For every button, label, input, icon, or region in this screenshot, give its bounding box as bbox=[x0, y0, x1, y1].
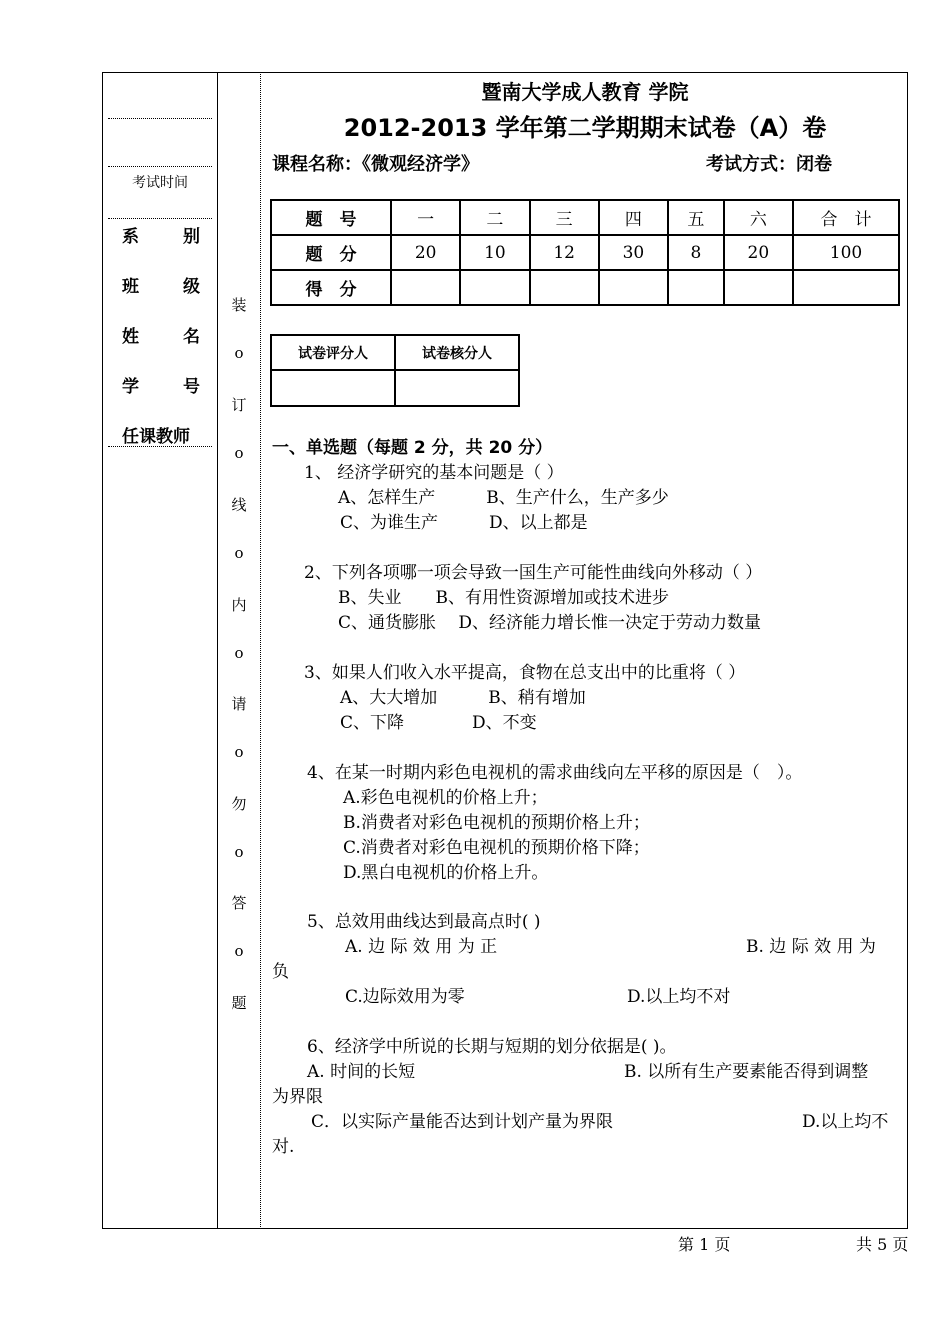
seal-char: 勿 bbox=[231, 795, 247, 813]
option-d: D.以上均不 bbox=[802, 1112, 889, 1132]
seal-char: o bbox=[234, 942, 244, 960]
option-line: D.黑白电视机的价格上升。 bbox=[343, 863, 549, 883]
table-row bbox=[271, 370, 519, 406]
option-c: C.边际效用为零 bbox=[345, 987, 465, 1007]
option-b: B. 以所有生产要素能否得到调整 bbox=[624, 1062, 869, 1082]
score-cell[interactable] bbox=[391, 270, 460, 305]
binding-column-divider bbox=[217, 72, 218, 1229]
question-stem: 3、如果人们收入水平提高，食物在总支出中的比重将（ ） bbox=[304, 663, 746, 683]
option-b: B. 边 际 效 用 为 bbox=[746, 937, 876, 957]
grader-cell[interactable] bbox=[271, 370, 395, 406]
option-a: A. 时间的长短 bbox=[307, 1062, 416, 1082]
seal-char: o bbox=[234, 743, 244, 761]
field-student-id: 学 号 bbox=[122, 377, 200, 397]
option-line: A、怎样生产 B、生产什么，生产多少 bbox=[338, 488, 669, 508]
points-cell: 20 bbox=[724, 235, 793, 270]
row-label: 题 号 bbox=[271, 200, 391, 235]
seal-char: 内 bbox=[231, 596, 247, 614]
sidebar-divider bbox=[108, 166, 212, 167]
seal-char: o bbox=[234, 843, 244, 861]
exam-time-label: 考试时间 bbox=[132, 175, 188, 191]
seal-char: o bbox=[234, 344, 244, 362]
table-row bbox=[271, 200, 899, 235]
score-cell[interactable] bbox=[668, 270, 724, 305]
question-number: 四 bbox=[599, 200, 668, 235]
question-number: 二 bbox=[460, 200, 529, 235]
seal-char: 装 bbox=[231, 296, 247, 314]
points-cell: 10 bbox=[460, 235, 529, 270]
option-b-wrap: 为界限 bbox=[272, 1087, 323, 1107]
points-cell: 8 bbox=[668, 235, 724, 270]
question-number: 五 bbox=[668, 200, 724, 235]
question-stem: 6、经济学中所说的长期与短期的划分依据是( )。 bbox=[307, 1037, 677, 1057]
option-a: A. 边 际 效 用 为 正 bbox=[345, 937, 498, 957]
field-department: 系 别 bbox=[122, 227, 200, 247]
page-number: 第 1 页 bbox=[678, 1235, 731, 1254]
score-cell[interactable] bbox=[724, 270, 793, 305]
exam-title: 2012-2013 学年第二学期期末试卷（A）卷 bbox=[343, 114, 827, 142]
option-line: A.彩色电视机的价格上升； bbox=[343, 788, 548, 808]
seal-line bbox=[260, 72, 261, 1229]
option-b-wrap: 负 bbox=[272, 962, 289, 982]
seal-char: o bbox=[234, 544, 244, 562]
seal-char: 请 bbox=[231, 695, 247, 713]
table-row bbox=[271, 270, 899, 305]
section-title: 一、单选题（每题 2 分，共 20 分） bbox=[272, 438, 553, 458]
field-teacher: 任课教师 bbox=[122, 427, 190, 447]
question-number: 一 bbox=[391, 200, 460, 235]
table-row bbox=[271, 335, 519, 370]
option-line: B.消费者对彩色电视机的预期价格上升； bbox=[343, 813, 650, 833]
points-cell: 30 bbox=[599, 235, 668, 270]
question-number: 三 bbox=[530, 200, 599, 235]
course-name: 课程名称：《微观经济学》 bbox=[272, 154, 479, 175]
reviewer-cell[interactable] bbox=[395, 370, 519, 406]
option-line: A、大大增加 B、稍有增加 bbox=[340, 688, 586, 708]
question-stem: 1、 经济学研究的基本问题是（ ） bbox=[304, 463, 564, 483]
option-line: B、失业 B、有用性资源增加或技术进步 bbox=[338, 588, 669, 608]
option-d-wrap: 对. bbox=[272, 1137, 295, 1157]
page-total: 共 5 页 bbox=[856, 1235, 909, 1254]
seal-char: o bbox=[234, 644, 244, 662]
score-cell[interactable] bbox=[599, 270, 668, 305]
points-cell: 12 bbox=[530, 235, 599, 270]
question-stem: 2、下列各项哪一项会导致一国生产可能性曲线向外移动（ ） bbox=[304, 563, 763, 583]
score-cell[interactable] bbox=[793, 270, 899, 305]
points-cell: 100 bbox=[793, 235, 899, 270]
score-table bbox=[270, 199, 900, 306]
seal-char: o bbox=[234, 444, 244, 462]
question-number: 六 bbox=[724, 200, 793, 235]
exam-mode: 考试方式：闭卷 bbox=[706, 154, 832, 175]
grader-table bbox=[270, 334, 520, 407]
points-cell: 20 bbox=[391, 235, 460, 270]
sidebar-divider bbox=[108, 218, 212, 219]
seal-char: 答 bbox=[231, 894, 247, 912]
sidebar-divider bbox=[108, 118, 212, 119]
row-label: 得 分 bbox=[271, 270, 391, 305]
option-d: D.以上均不对 bbox=[627, 987, 731, 1007]
option-line: C、通货膨胀 D、经济能力增长惟一决定于劳动力数量 bbox=[338, 613, 762, 633]
question-stem: 5、总效用曲线达到最高点时( ) bbox=[307, 912, 541, 932]
institution-title: 暨南大学成人教育 学院 bbox=[481, 80, 689, 104]
option-line: C、下降 D、不变 bbox=[340, 713, 537, 733]
reviewer-header: 试卷核分人 bbox=[395, 335, 519, 370]
table-row bbox=[271, 235, 899, 270]
option-line: C.消费者对彩色电视机的预期价格下降； bbox=[343, 838, 650, 858]
total-header: 合 计 bbox=[793, 200, 899, 235]
grader-header: 试卷评分人 bbox=[271, 335, 395, 370]
question-stem: 4、在某一时期内彩色电视机的需求曲线向左平移的原因是（ ）。 bbox=[307, 763, 803, 783]
option-line: C、为谁生产 D、以上都是 bbox=[340, 513, 588, 533]
field-name: 姓 名 bbox=[122, 327, 200, 347]
seal-char: 线 bbox=[231, 496, 247, 514]
option-c: C．以实际产量能否达到计划产量为界限 bbox=[311, 1112, 614, 1132]
score-cell[interactable] bbox=[460, 270, 529, 305]
field-class: 班 级 bbox=[122, 277, 200, 297]
seal-char: 订 bbox=[231, 396, 247, 414]
score-cell[interactable] bbox=[530, 270, 599, 305]
seal-char: 题 bbox=[231, 994, 247, 1012]
row-label: 题 分 bbox=[271, 235, 391, 270]
